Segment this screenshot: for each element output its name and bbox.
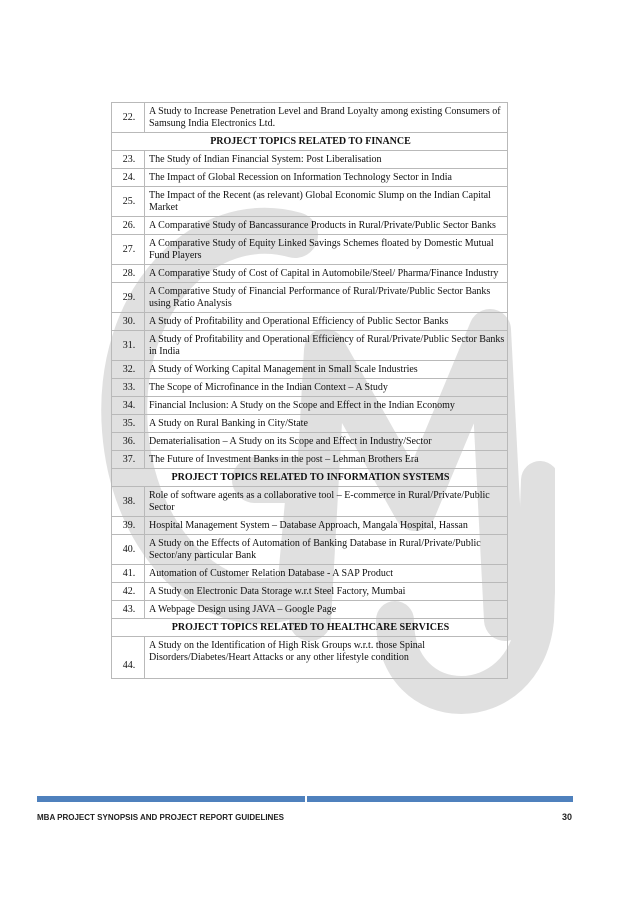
topic-title: A Study on the Effects of Automation of Banking Database in Rural/Private/Public Sector/any particular Bank [145, 535, 508, 565]
topic-number: 32. [112, 361, 145, 379]
topic-number: 29. [112, 283, 145, 313]
topic-number: 34. [112, 397, 145, 415]
topic-number: 40. [112, 535, 145, 565]
topic-title: The Impact of Global Recession on Information Technology Sector in India [145, 169, 508, 187]
topic-number: 30. [112, 313, 145, 331]
topic-title: A Webpage Design using JAVA – Google Page [145, 601, 508, 619]
topic-row [112, 217, 508, 235]
topic-number: 39. [112, 517, 145, 535]
topic-number: 35. [112, 415, 145, 433]
topics-table [111, 102, 508, 679]
topic-number: 41. [112, 565, 145, 583]
topic-row [112, 283, 508, 313]
topic-row [112, 151, 508, 169]
topic-row [112, 331, 508, 361]
topic-title: A Study on Electronic Data Storage w.r.t Steel Factory, Mumbai [145, 583, 508, 601]
topic-number: 37. [112, 451, 145, 469]
topic-title: The Scope of Microfinance in the Indian Context – A Study [145, 379, 508, 397]
section-heading-row [112, 619, 508, 637]
topic-title: A Study on Rural Banking in City/State [145, 415, 508, 433]
topic-number: 23. [112, 151, 145, 169]
topic-row [112, 451, 508, 469]
topic-number: 31. [112, 331, 145, 361]
watermark-text: GMU [95, 180, 98, 181]
topic-row [112, 583, 508, 601]
topic-row [112, 517, 508, 535]
topic-row [112, 433, 508, 451]
topic-row [112, 535, 508, 565]
topic-row [112, 487, 508, 517]
section-heading: PROJECT TOPICS RELATED TO INFORMATION SYSTEMS [112, 469, 508, 487]
topic-row [112, 169, 508, 187]
topic-number: 38. [112, 487, 145, 517]
topic-title: A Comparative Study of Bancassurance Products in Rural/Private/Public Sector Banks [145, 217, 508, 235]
topic-title: A Study of Profitability and Operational Efficiency of Public Sector Banks [145, 313, 508, 331]
topic-number: 26. [112, 217, 145, 235]
topic-row [112, 187, 508, 217]
section-heading-row [112, 469, 508, 487]
section-heading: PROJECT TOPICS RELATED TO HEALTHCARE SERVICES [112, 619, 508, 637]
topic-number: 42. [112, 583, 145, 601]
topic-title: Role of software agents as a collaborative tool – E-commerce in Rural/Private/Public Sector [145, 487, 508, 517]
topic-title: A Study of Profitability and Operational Efficiency of Rural/Private/Public Sector Banks in India [145, 331, 508, 361]
topic-row [112, 361, 508, 379]
topic-row [112, 103, 508, 133]
topic-row [112, 637, 508, 679]
topic-title: A Study to Increase Penetration Level and Brand Loyalty among existing Consumers of Samsung India Electronics Ltd. [145, 103, 508, 133]
topic-row [112, 397, 508, 415]
topic-number: 28. [112, 265, 145, 283]
topic-title: The Future of Investment Banks in the post – Lehman Brothers Era [145, 451, 508, 469]
topic-title: Financial Inclusion: A Study on the Scope and Effect in the Indian Economy [145, 397, 508, 415]
page-number: 30 [561, 812, 572, 822]
topic-title: A Study on the Identification of High Risk Groups w.r.t. those Spinal Disorders/Diabetes/Heart Attacks or any other lifestyle condition [145, 637, 508, 679]
footer-title: MBA PROJECT SYNOPSIS AND PROJECT REPORT GUIDELINES [37, 813, 284, 822]
topic-title: Dematerialisation – A Study on its Scope and Effect in Industry/Sector [145, 433, 508, 451]
topic-row [112, 415, 508, 433]
footer-bar-notch [305, 796, 307, 802]
topic-title: The Impact of the Recent (as relevant) Global Economic Slump on the Indian Capital Market [145, 187, 508, 217]
topic-title: Automation of Customer Relation Database - A SAP Product [145, 565, 508, 583]
topic-row [112, 601, 508, 619]
section-heading-row [112, 133, 508, 151]
topic-row [112, 313, 508, 331]
topic-title: A Comparative Study of Equity Linked Savings Schemes floated by Domestic Mutual Fund Players [145, 235, 508, 265]
topic-row [112, 265, 508, 283]
topic-row [112, 235, 508, 265]
topic-title: The Study of Indian Financial System: Post Liberalisation [145, 151, 508, 169]
topic-number: 24. [112, 169, 145, 187]
topic-number: 43. [112, 601, 145, 619]
topic-title: A Comparative Study of Cost of Capital in Automobile/Steel/ Pharma/Finance Industry [145, 265, 508, 283]
topic-number: 25. [112, 187, 145, 217]
topics-table-body [112, 103, 508, 679]
topic-number: 27. [112, 235, 145, 265]
topic-row [112, 379, 508, 397]
topic-row [112, 565, 508, 583]
topic-number: 36. [112, 433, 145, 451]
topic-title: A Comparative Study of Financial Performance of Rural/Private/Public Sector Banks using Ratio Analysis [145, 283, 508, 313]
section-heading: PROJECT TOPICS RELATED TO FINANCE [112, 133, 508, 151]
topic-number: 22. [112, 103, 145, 133]
footer-bar [37, 796, 573, 802]
topic-number: 33. [112, 379, 145, 397]
topic-title: Hospital Management System – Database Approach, Mangala Hospital, Hassan [145, 517, 508, 535]
topic-title: A Study of Working Capital Management in Small Scale Industries [145, 361, 508, 379]
topic-number: 44. [112, 637, 145, 679]
